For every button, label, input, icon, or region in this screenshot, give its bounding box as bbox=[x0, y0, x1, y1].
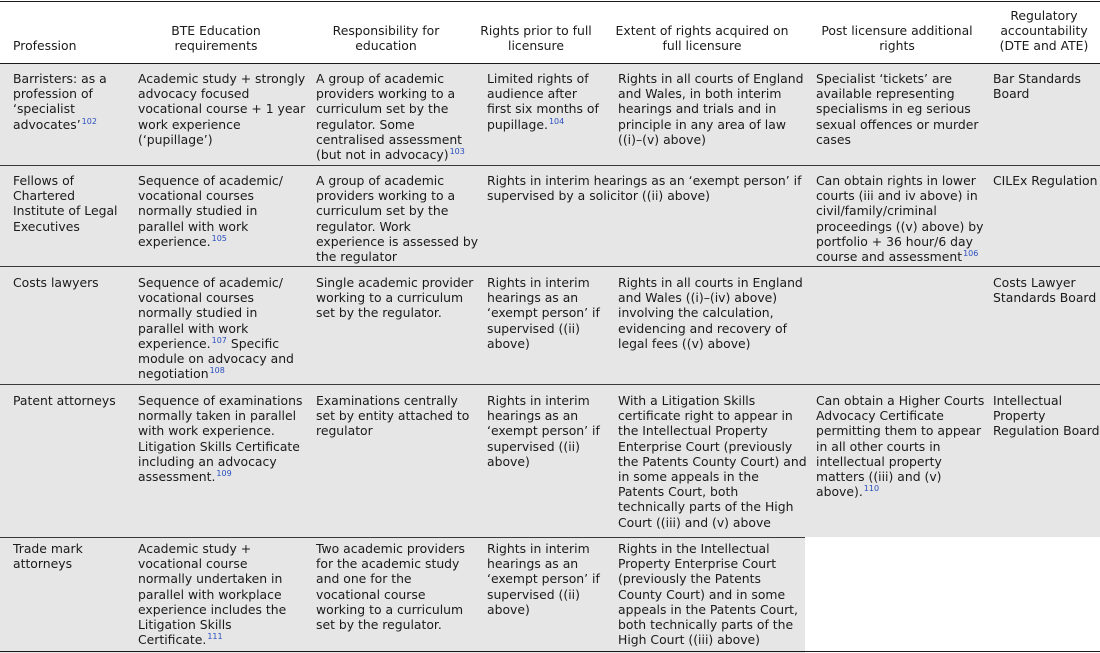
row1-extent: Rights in all courts of England and Wales, in both interim hearings and trials and in principle in any area of law ((i)–(v) above) bbox=[618, 71, 804, 147]
row5-extent: Rights in the Intellectual Property Enterprise Court (previously the Patents County Court) and in some appeals in the Patents Court, both technically parts of the High Court ((iii) above) bbox=[618, 541, 798, 648]
row3-bte: Sequence of academic/ vocational courses normally studied in parallel with work experience.$^{107}$ Specific module on advocacy and negotiation$^{108}$ bbox=[138, 275, 294, 382]
row2-profession: Fellows of Chartered Institute of Legal Executives bbox=[13, 173, 118, 234]
row3-profession: Costs lawyers bbox=[13, 275, 99, 290]
header-regulatory: Regulatory accountability (DTE and ATE) bbox=[999, 8, 1089, 54]
row3-responsibility: Single academic provider working to a curriculum set by the regulator. bbox=[316, 275, 474, 321]
row4-post: Can obtain a Higher Courts Advocacy Certificate permitting them to appear in all other courts in intellectual property matters ((iii) and (v) above).$^{110}$ bbox=[816, 393, 985, 500]
row1-prior: Limited rights of audience after first six months of pupillage.$^{104}$ bbox=[487, 71, 599, 132]
row3-regulatory: Costs Lawyer Standards Board bbox=[993, 275, 1097, 306]
row2-responsibility: A group of academic providers working to a curriculum set by the regulator. Work experience is assessed by the regulator bbox=[316, 173, 479, 265]
footnote-ref[interactable]: 109 bbox=[216, 469, 232, 479]
header-rule bbox=[0, 63, 1100, 64]
row2-regulatory: CILEx Regulation bbox=[993, 173, 1098, 188]
row3-prior: Rights in interim hearings as an ‘exempt person’ if supervised ((ii) above) bbox=[487, 275, 600, 351]
row4-responsibility: Examinations centrally set by entity attached to regulator bbox=[316, 393, 470, 439]
header-bte: BTE Education requirements bbox=[171, 23, 261, 54]
header-post: Post licensure additional rights bbox=[821, 23, 973, 54]
header-prior: Rights prior to full licensure bbox=[480, 23, 592, 54]
footnote-ref[interactable]: 111 bbox=[207, 632, 223, 642]
row1-post: Specialist ‘tickets’ are available representing specialisms in eg serious sexual offences or murder cases bbox=[816, 71, 979, 147]
bottom-rule bbox=[0, 651, 1100, 652]
row2-merged-rights: Rights in interim hearings as an ‘exempt person’ if supervised by a solicitor ((ii) above) bbox=[487, 173, 802, 204]
footnote-ref[interactable]: 107 bbox=[211, 335, 227, 345]
row2-bte: Sequence of academic/ vocational courses normally studied in parallel with work experience.$^{105}$ bbox=[138, 173, 283, 249]
row-divider-partial bbox=[0, 537, 805, 538]
row5-profession: Trade mark attorneys bbox=[13, 541, 83, 572]
row4-prior: Rights in interim hearings as an ‘exempt person’ if supervised ((ii) above) bbox=[487, 393, 600, 469]
blank-merged-area bbox=[805, 537, 1100, 653]
row1-bte: Academic study + strongly advocacy focused vocational course + 1 year work experience (‘pupillage’) bbox=[138, 71, 306, 147]
row2-post: Can obtain rights in lower courts (iii and iv above) in civil/family/criminal proceedings ((v) above) by portfolio + 36 hour/6 day course and assessment$^{106}$ bbox=[816, 173, 984, 265]
row1-profession: Barristers: as a profession of ‘specialist advocates’$^{102}$ bbox=[13, 71, 107, 132]
row5-bte: Academic study + vocational course normally undertaken in parallel with workplace experience includes the Litigation Skills Certificate.$^{111}$ bbox=[138, 541, 287, 648]
row3-extent: Rights in all courts in England and Wales ((i)–(iv) above) involving the calculation, evidencing and recovery of legal fees ((v) above) bbox=[618, 275, 803, 351]
row-divider bbox=[0, 165, 1100, 166]
header-extent: Extent of rights acquired on full licensure bbox=[615, 23, 789, 54]
footnote-ref[interactable]: 103 bbox=[449, 147, 465, 157]
header-profession: Profession bbox=[13, 38, 77, 53]
top-rule bbox=[0, 1, 1100, 2]
row4-bte: Sequence of examinations normally taken in parallel with work experience. Litigation Skills Certificate including an advocacy assessment.$^{109}$ bbox=[138, 393, 303, 485]
footnote-ref[interactable]: 104 bbox=[548, 116, 565, 126]
row4-extent: With a Litigation Skills certificate right to appear in the Intellectual Property Enterprise Court (previously the Patents County Court) and in some appeals in the Patents Court, both technically parts of the High Court ((iii) and (v) above bbox=[618, 393, 807, 530]
footnote-ref[interactable]: 108 bbox=[209, 366, 225, 376]
row1-regulatory: Bar Standards Board bbox=[993, 71, 1081, 102]
row5-responsibility: Two academic providers for the academic study and one for the vocational course working to a curriculum set by the regulator. bbox=[316, 541, 466, 633]
row4-profession: Patent attorneys bbox=[13, 393, 116, 408]
row1-responsibility: A group of academic providers working to a curriculum set by the regulator. Some centralised assessment (but not in advocacy)$^{103}$ bbox=[316, 71, 465, 163]
footnote-ref[interactable]: 105 bbox=[211, 233, 227, 243]
footnote-ref[interactable]: 102 bbox=[81, 116, 97, 126]
row5-prior: Rights in interim hearings as an ‘exempt person’ if supervised ((ii) above) bbox=[487, 541, 600, 617]
header-responsibility: Responsibility for education bbox=[332, 23, 440, 54]
footnote-ref[interactable]: 110 bbox=[863, 484, 880, 494]
row-divider bbox=[0, 266, 1100, 267]
row4-regulatory: Intellectual Property Regulation Board bbox=[993, 393, 1100, 439]
footnote-ref[interactable]: 106 bbox=[963, 249, 979, 259]
row-divider bbox=[0, 384, 1100, 385]
